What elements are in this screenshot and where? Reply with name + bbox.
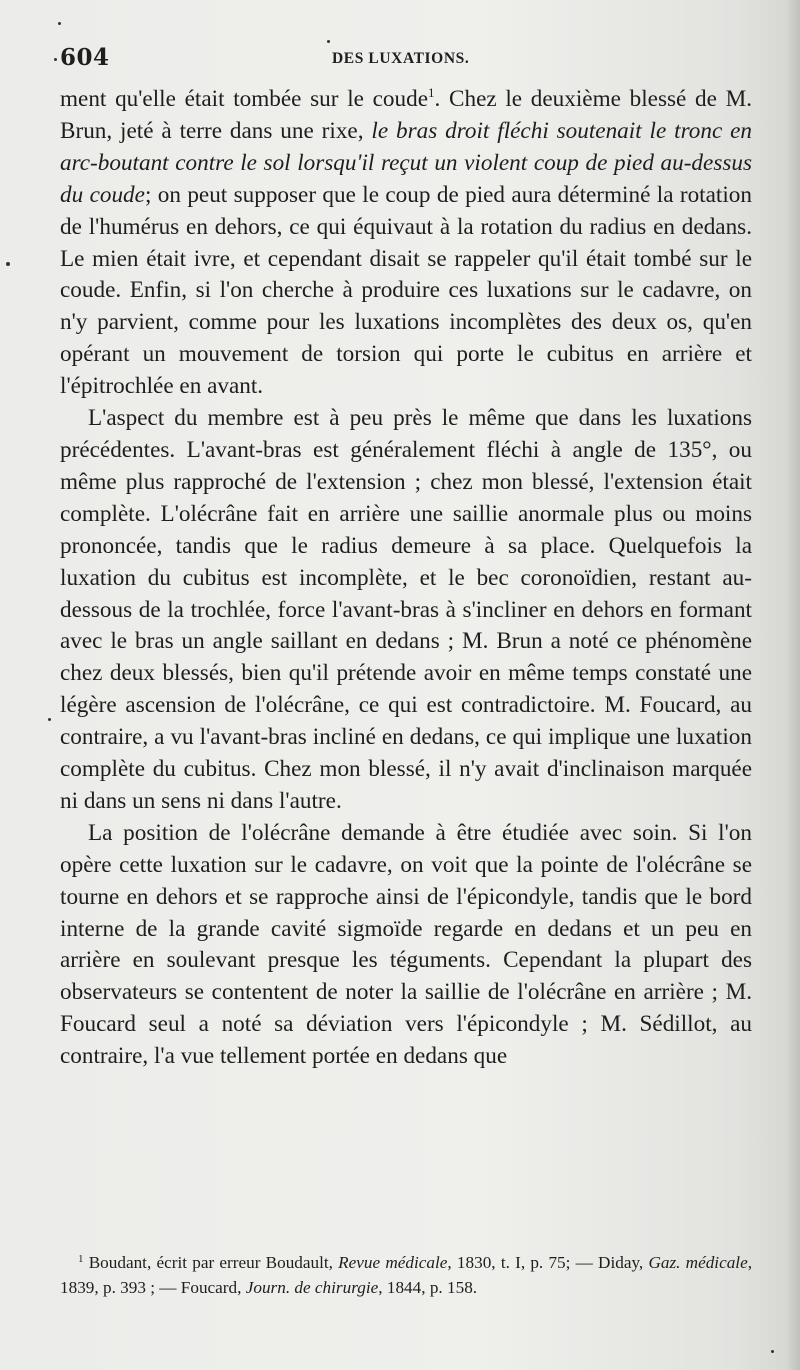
print-speck [771, 1350, 774, 1353]
footnote-text: , 1830, t. I, p. 75; — Diday, [447, 1253, 649, 1272]
print-speck [6, 262, 10, 266]
footnote-1 [60, 1250, 752, 1300]
footnotes [60, 1250, 752, 1300]
print-speck [58, 22, 61, 25]
main-text [60, 84, 752, 1073]
paragraph-2: L'aspect du membre est à peu près le même que dans les luxations précédentes. L'avant-bras est généralement fléchi à angle de 135°, ou même plus rapproché de l'extension ; chez mon blessé, l'extension était complète. L'olécrâne fait en arrière une saillie anormale plus ou moins prononcée, tandis que le radius demeure à sa place. Quelquefois la luxation du cubitus est incomplète, et le bec coronoïdien, restant au-dessous de la trochlée, force l'avant-bras à s'incliner en dehors en formant avec le bras un angle saillant en dedans ; M. Brun a noté ce phénomène chez deux blessés, bien qu'il prétende avoir en même temps constaté une légère ascension de l'olécrâne, ce qui est contradictoire. M. Foucard, au contraire, a vu l'avant-bras incliné en dedans, ce qui implique une luxation complète du cubitus. Chez mon blessé, il n'y avait d'inclinaison marquée ni dans un sens ni dans l'autre. [60, 405, 752, 814]
paragraph-1 [60, 84, 752, 403]
print-speck [327, 40, 330, 43]
footnote-journal-title: Gaz. médicale [648, 1253, 748, 1272]
footnote-text: , 1839, p. 393 ; — Foucard, [60, 1253, 752, 1297]
footnote-journal-title: Journ. de chirurgie [245, 1278, 379, 1297]
footnote-text: , 1844, p. 158. [378, 1278, 478, 1297]
paragraph-1-text-c: ; on peut supposer que le coup de pied aura déterminé la rotation de l'humérus en dehors, ce qui équivaut à la rotation du radius en dedans. Le mien était ivre, et cependant disait se rappeler qu'il était tombé sur le coude. Enfin, si l'on cherche à produire ces luxations sur le cadavre, on n'y parvient, comme pour les luxations incomplètes des deux os, qu'en opérant un mouvement de torsion qui porte le cubitus en arrière et l'épitrochlée en avant. [60, 181, 752, 400]
page-header [60, 40, 750, 76]
paragraph-1-text-a: ment qu'elle était tombée sur le coude [60, 86, 429, 112]
print-speck [48, 718, 51, 721]
footnote-number: 1 [78, 1253, 84, 1265]
paragraph-1-italic-quote: le bras droit fléchi soutenait le tronc en arc-boutant contre le sol lorsqu'il reçut un violent coup de pied au-dessus du coude [60, 117, 752, 208]
paragraph-1-text-b: . Chez le deuxième blessé de M. Brun, jeté à terre dans une rixe, [60, 86, 753, 144]
footnote-text: Boudant, écrit par erreur Boudault, [83, 1253, 339, 1272]
page-number: 604 [60, 44, 110, 71]
footnote-journal-title: Revue médicale [338, 1253, 448, 1272]
running-head: DES LUXATIONS. [332, 50, 470, 67]
print-speck [54, 58, 57, 61]
page-edge-shadow [786, 0, 800, 1370]
paragraph-3: La position de l'olécrâne demande à être étudiée avec soin. Si l'on opère cette luxation sur le cadavre, on voit que la pointe de l'olécrâne se tourne en dehors et se rapproche ainsi de l'épicondyle, tandis que le bord interne de la grande cavité sigmoïde regarde en dedans et un peu en arrière en soulevant presque les téguments. Cependant la plupart des observateurs se contentent de noter la saillie de l'olécrâne en arrière ; M. Foucard seul a noté sa déviation vers l'épicondyle ; M. Sédillot, au contraire, l'a vue tellement portée en dedans que [60, 819, 752, 1070]
footnote-reference: 1 [428, 85, 435, 100]
